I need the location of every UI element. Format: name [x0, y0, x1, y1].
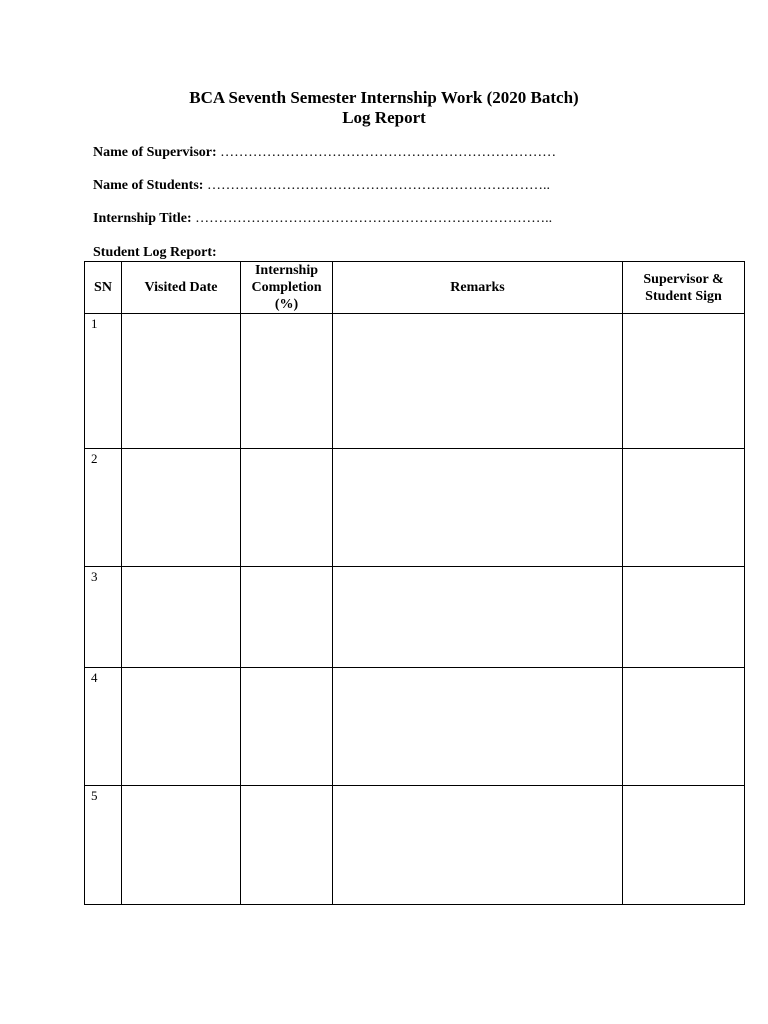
supervisor-name-blank: ………………………………………………………………	[216, 145, 557, 160]
completion-cell[interactable]	[241, 449, 333, 567]
header-completion-line1: Internship	[254, 263, 319, 278]
row-number: 3	[85, 567, 122, 668]
visited-date-cell[interactable]	[122, 786, 241, 905]
table-header-row	[85, 262, 745, 314]
sign-cell[interactable]	[623, 314, 745, 449]
row-number: 5	[85, 786, 122, 905]
remarks-cell[interactable]	[333, 449, 623, 567]
completion-cell[interactable]	[241, 314, 333, 449]
header-sign-line2: Student Sign	[645, 288, 722, 304]
visited-date-cell[interactable]	[122, 567, 241, 668]
row-number: 1	[85, 314, 122, 449]
row-number: 2	[85, 449, 122, 567]
student-names-label: Name of Students:	[93, 178, 204, 193]
header-completion	[241, 262, 333, 314]
header-visited-date: Visited Date	[122, 262, 241, 314]
completion-cell[interactable]	[241, 668, 333, 786]
log-report-table	[84, 261, 745, 905]
completion-cell[interactable]	[241, 786, 333, 905]
sign-cell[interactable]	[623, 449, 745, 567]
visited-date-cell[interactable]	[122, 314, 241, 449]
remarks-cell[interactable]	[333, 567, 623, 668]
supervisor-name-label: Name of Supervisor:	[93, 145, 217, 160]
document-title: BCA Seventh Semester Internship Work (2020 Batch)	[189, 88, 579, 107]
row-number: 4	[85, 668, 122, 786]
remarks-cell[interactable]	[333, 668, 623, 786]
remarks-cell[interactable]	[333, 786, 623, 905]
internship-title-label: Internship Title:	[93, 211, 192, 226]
table-row	[85, 668, 745, 786]
header-remarks: Remarks	[333, 262, 623, 314]
table-row	[85, 314, 745, 449]
table-row	[85, 449, 745, 567]
header-sign-line1: Supervisor &	[643, 271, 724, 287]
header-sn: SN	[85, 262, 122, 314]
student-names-field	[93, 178, 550, 194]
internship-title-field	[93, 211, 552, 227]
supervisor-name-field	[93, 145, 556, 161]
sign-cell[interactable]	[623, 567, 745, 668]
header-sign	[623, 262, 745, 314]
remarks-cell[interactable]	[333, 314, 623, 449]
student-names-blank: ………………………………………………………………..	[203, 178, 550, 193]
visited-date-cell[interactable]	[122, 449, 241, 567]
table-row	[85, 567, 745, 668]
completion-cell[interactable]	[241, 567, 333, 668]
document-subtitle: Log Report	[342, 108, 426, 127]
header-completion-line2: Completion	[251, 280, 322, 295]
header-completion-line3: (%)	[274, 297, 299, 312]
sign-cell[interactable]	[623, 668, 745, 786]
sign-cell[interactable]	[623, 786, 745, 905]
section-heading: Student Log Report:	[93, 245, 217, 260]
internship-title-blank: …………………………………………………………………..	[191, 211, 553, 226]
table-row	[85, 786, 745, 905]
visited-date-cell[interactable]	[122, 668, 241, 786]
